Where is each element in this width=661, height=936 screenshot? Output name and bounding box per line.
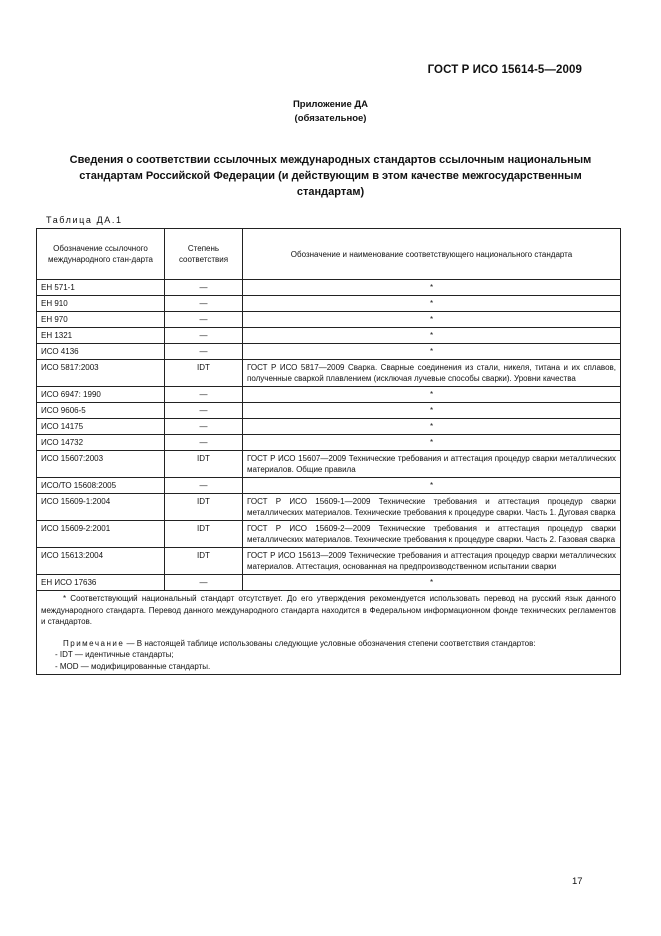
cell-international-standard: ЕН 1321 <box>37 328 165 344</box>
note-text: — В настоящей таблице использованы следующие условные обозначения степени соответствия стандартов: <box>124 638 536 648</box>
cell-international-standard: ИСО 15607:2003 <box>37 451 165 478</box>
cell-national-standard: ГОСТ Р ИСО 15609-1—2009 Технические требования и аттестация процедур сварки металлических материалов. Технические требования к процедуре сварки. Часть 1. Дуговая сварка <box>243 494 621 521</box>
cell-national-standard: * <box>243 419 621 435</box>
appendix-heading <box>0 98 661 126</box>
cell-degree: IDT <box>165 360 243 387</box>
table-row <box>37 478 621 494</box>
table-row <box>37 548 621 575</box>
cell-degree: — <box>165 328 243 344</box>
note-paragraph <box>41 638 616 650</box>
table-row <box>37 344 621 360</box>
cell-international-standard: ЕН 571-1 <box>37 280 165 296</box>
correspondence-table <box>36 228 621 675</box>
cell-national-standard: * <box>243 344 621 360</box>
cell-degree: IDT <box>165 521 243 548</box>
header-international-standard: Обозначение ссылочного международного стан-дарта <box>37 229 165 280</box>
cell-international-standard: ИСО 15613:2004 <box>37 548 165 575</box>
cell-international-standard: ИСО 5817:2003 <box>37 360 165 387</box>
note-item-mod: - MOD — модифицированные стандарты. <box>55 661 211 671</box>
cell-international-standard: ИСО 15609-2:2001 <box>37 521 165 548</box>
cell-degree: — <box>165 403 243 419</box>
document-title: Сведения о соответствии ссылочных международных стандартов ссылочным национальным стандартам Российской Федерации (и действующим в этом качестве межгосударственным стандартам) <box>69 154 592 198</box>
table-row <box>37 360 621 387</box>
cell-national-standard: * <box>243 387 621 403</box>
footnote-cell <box>37 591 621 675</box>
cell-degree: — <box>165 280 243 296</box>
cell-degree: — <box>165 344 243 360</box>
cell-degree: IDT <box>165 451 243 478</box>
table-row <box>37 280 621 296</box>
table-row <box>37 419 621 435</box>
cell-national-standard: * <box>243 312 621 328</box>
note-item-idt: - IDT — идентичные стандарты; <box>55 650 174 659</box>
table-row <box>37 312 621 328</box>
cell-international-standard: ЕН ИСО 17636 <box>37 575 165 591</box>
cell-national-standard: * <box>243 280 621 296</box>
cell-degree: — <box>165 387 243 403</box>
cell-national-standard: ГОСТ Р ИСО 15613—2009 Технические требования и аттестация процедур сварки металлических материалов. Аттестация, основанная на предпроизводственном испытании сварки <box>243 548 621 575</box>
table-header-row <box>37 229 621 280</box>
appendix-title: Приложение ДА <box>292 99 369 110</box>
cell-national-standard: * <box>243 575 621 591</box>
cell-international-standard: ЕН 910 <box>37 296 165 312</box>
cell-national-standard: * <box>243 403 621 419</box>
appendix-subtitle: (обязательное) <box>294 113 367 124</box>
cell-degree: — <box>165 312 243 328</box>
cell-international-standard: ИСО 6947: 1990 <box>37 387 165 403</box>
cell-degree: — <box>165 435 243 451</box>
cell-international-standard: ИСО 14175 <box>37 419 165 435</box>
footnote-row <box>37 591 621 675</box>
cell-degree: — <box>165 419 243 435</box>
cell-national-standard: * <box>243 296 621 312</box>
cell-national-standard: ГОСТ Р ИСО 15609-2—2009 Технические требования и аттестация процедур сварки металлических материалов. Технические требования к процедуре сварки. Часть 2. Газовая сварка <box>243 521 621 548</box>
cell-degree: — <box>165 478 243 494</box>
cell-national-standard: * <box>243 478 621 494</box>
cell-national-standard: ГОСТ Р ИСО 15607—2009 Технические требования и аттестация процедур сварки металлических материалов. Общие правила <box>243 451 621 478</box>
cell-international-standard: ЕН 970 <box>37 312 165 328</box>
cell-degree: IDT <box>165 494 243 521</box>
cell-national-standard: ГОСТ Р ИСО 5817—2009 Сварка. Сварные соединения из стали, никеля, титана и их сплавов, полученные сваркой плавлением (исключая лучевые способы сварки). Уровни качества <box>243 360 621 387</box>
cell-international-standard: ИСО/ТО 15608:2005 <box>37 478 165 494</box>
table-row <box>37 296 621 312</box>
table-row <box>37 451 621 478</box>
footnote-text: * Соответствующий национальный стандарт отсутствует. До его утверждения рекомендуется использовать перевод на русский язык данного международного стандарта. Перевод данного международного стандарта находится в Федеральном информационном фонде технических регламентов и стандартов. <box>41 594 616 626</box>
header-national-standard: Обозначение и наименование соответствующего национального стандарта <box>243 229 621 280</box>
header-degree: Степень соответствия <box>165 229 243 280</box>
cell-national-standard: * <box>243 435 621 451</box>
table-row <box>37 521 621 548</box>
cell-national-standard: * <box>243 328 621 344</box>
cell-international-standard: ИСО 15609-1:2004 <box>37 494 165 521</box>
table-row <box>37 435 621 451</box>
note-label: Примечание <box>63 638 125 648</box>
table-row <box>37 494 621 521</box>
standard-header: ГОСТ Р ИСО 15614-5—2009 <box>427 64 582 76</box>
page-number: 17 <box>572 876 583 887</box>
cell-degree: — <box>165 296 243 312</box>
cell-international-standard: ИСО 14732 <box>37 435 165 451</box>
table-caption: Таблица ДА.1 <box>46 215 123 225</box>
table-row <box>37 575 621 591</box>
table-row <box>37 328 621 344</box>
table-row <box>37 403 621 419</box>
cell-degree: IDT <box>165 548 243 575</box>
cell-international-standard: ИСО 4136 <box>37 344 165 360</box>
table-row <box>37 387 621 403</box>
cell-degree: — <box>165 575 243 591</box>
cell-international-standard: ИСО 9606-5 <box>37 403 165 419</box>
